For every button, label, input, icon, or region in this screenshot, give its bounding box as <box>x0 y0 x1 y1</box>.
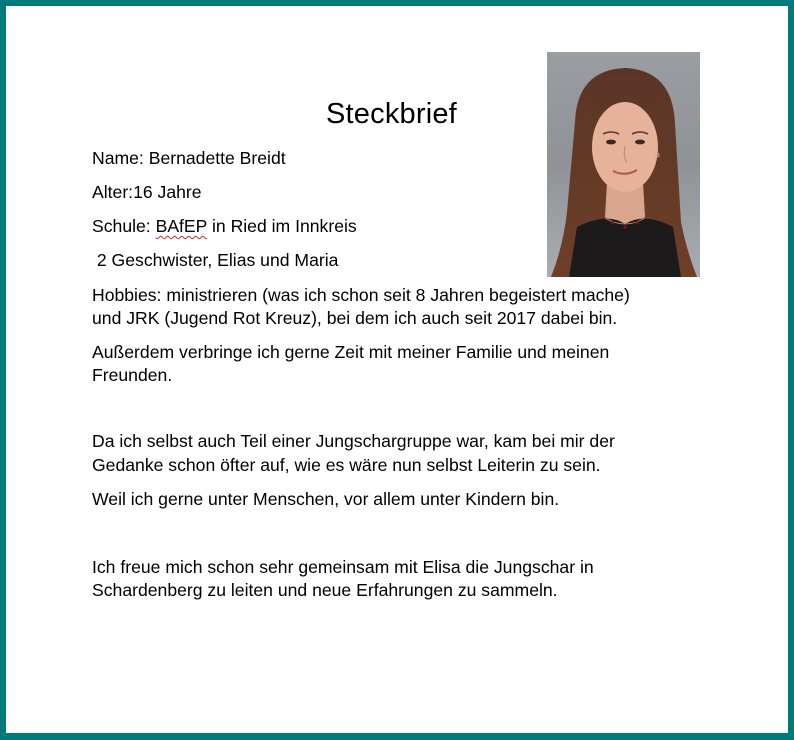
portrait-photo <box>547 52 700 277</box>
school-location: in Ried im Innkreis <box>207 216 357 236</box>
name-field: Name: Bernadette Breidt <box>92 148 286 168</box>
hobbies-line-2: und JRK (Jugend Rot Kreuz), bei dem ich auch seit 2017 dabei bin. <box>92 308 618 328</box>
school-field <box>92 215 357 238</box>
reason-line: Weil ich gerne unter Menschen, vor allem unter Kindern bin. <box>92 489 560 509</box>
family-line-2: Freunden. <box>92 365 173 385</box>
family-line-1: Außerdem verbringe ich gerne Zeit mit meiner Familie und meinen <box>92 342 610 362</box>
siblings-field: 2 Geschwister, Elias und Maria <box>92 250 339 270</box>
hobbies-line-1: Hobbies: ministrieren (was ich schon seit 8 Jahren begeistert mache) <box>92 285 630 305</box>
closing-line-2: Schardenberg zu leiten und neue Erfahrungen zu sammeln. <box>92 580 558 600</box>
portrait-illustration <box>547 52 700 277</box>
motivation-line-2: Gedanke schon öfter auf, wie es wäre nun selbst Leiterin zu sein. <box>92 455 601 475</box>
closing-line-1: Ich freue mich schon sehr gemeinsam mit Elisa die Jungschar in <box>92 557 594 577</box>
school-label: Schule: <box>92 216 156 236</box>
page-title: Steckbrief <box>326 98 457 130</box>
age-field: Alter:16 Jahre <box>92 182 202 202</box>
motivation-line-1: Da ich selbst auch Teil einer Jungschargruppe war, kam bei mir der <box>92 431 615 451</box>
spellcheck-word[interactable]: BAfEP <box>155 216 208 236</box>
